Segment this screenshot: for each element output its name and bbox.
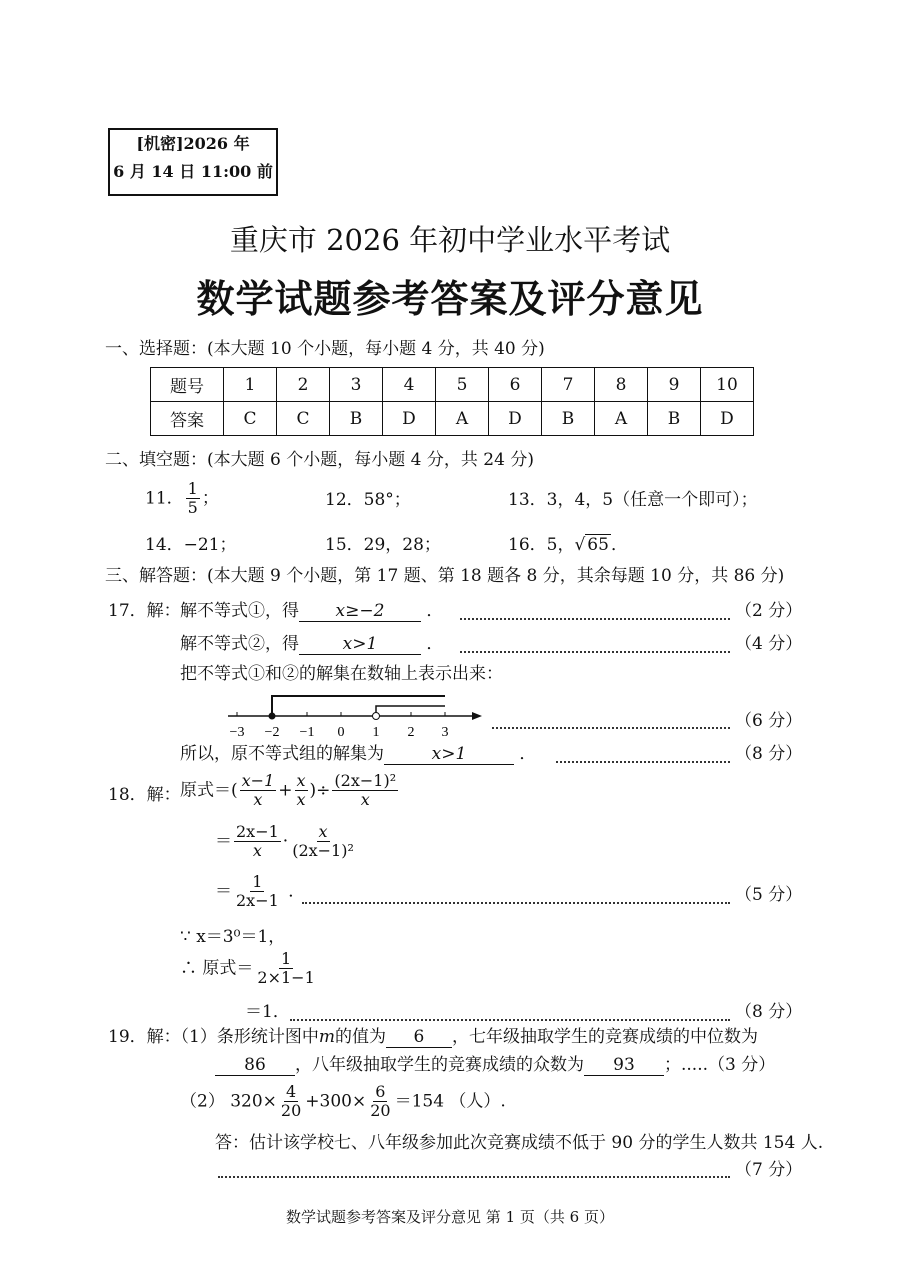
q17-blank3: x>1 [384, 744, 514, 765]
question-number: 4 [383, 368, 436, 402]
fraction [279, 1083, 303, 1121]
question-number: 8 [595, 368, 648, 402]
denominator: 2x−1 [236, 891, 279, 911]
answer-q12: 12．58°； [325, 490, 411, 510]
fraction [295, 772, 308, 810]
axis-tick-label: −2 [264, 725, 280, 740]
q18-step1: 原式＝( $\frac{x-1}{x}$ + $\frac{x}{x}$ )÷ $\frac{\text{(2x−1)²}}{x}$ [180, 771, 397, 810]
q18-points8: （8 分） [735, 1002, 803, 1022]
numerator: x [296, 771, 306, 790]
number-line-diagram [220, 688, 490, 740]
axis-tick-label: −1 [299, 725, 315, 740]
question-number: 10 [701, 368, 754, 402]
document-subtitle: 数学试题参考答案及评分意见 [196, 276, 704, 321]
numerator: (2x−1)² [334, 771, 397, 790]
answer-q15: 15．29，28； [325, 535, 441, 555]
q19-text: ＝154 （人）. [394, 1091, 506, 1112]
q17-points2: （4 分） [735, 634, 803, 654]
answer-cell: C [224, 402, 277, 436]
dot-leader [218, 1176, 730, 1178]
q17-line5: 所以，原不等式组的解集为 x>1 ． [180, 744, 537, 764]
q19-part1-line2 [215, 1055, 775, 1076]
numerator: 6 [375, 1082, 386, 1101]
q16-text: 16．5， [508, 535, 575, 555]
q18-step3: ＝ $\frac{1}{2x-1}$ ． [215, 872, 306, 911]
question-number: 5 [436, 368, 489, 402]
answer-cell: A [595, 402, 648, 436]
section3-heading: 三、解答题：(本大题 9 个小题，第 17 题、第 18 题各 8 分，其余每题 10 分，共 86 分) [105, 566, 785, 586]
q17-points1: （2 分） [735, 601, 803, 621]
q16-tail: ． [610, 535, 628, 555]
numerator: x [318, 822, 328, 841]
q19-part2 [180, 1083, 506, 1121]
answer-q13: 13．3，4，5（任意一个即可）； [508, 490, 758, 510]
dot-leader [302, 902, 730, 904]
dot-leader [460, 618, 730, 620]
q11-number: 11． [145, 488, 184, 509]
fraction [332, 772, 398, 810]
axis-tick-label: 3 [441, 725, 449, 740]
q19-text: ，八年级抽取学生的竞赛成绩的众数为 [295, 1055, 584, 1075]
q17-line2-text: 解不等式②，得 [180, 634, 299, 654]
answer-q16: 16．5，√ 65 ． [508, 535, 628, 555]
dot-leader [460, 651, 730, 653]
closed-point [269, 713, 276, 720]
fraction [234, 873, 281, 911]
denominator: x [253, 790, 263, 810]
confidential-line1: [机密]2026 年 [136, 134, 250, 153]
question-number: 3 [330, 368, 383, 402]
answer-cell: C [277, 402, 330, 436]
question-number: 1 [224, 368, 277, 402]
q19-blank-m: 6 [386, 1027, 452, 1048]
section2-heading: 二、填空题：(本大题 6 个小题，每小题 4 分，共 24 分) [105, 450, 534, 470]
q17-blank2: x>1 [299, 634, 421, 655]
confidential-line2: 6 月 14 日 11:00 前 [113, 162, 273, 181]
answer-q14: 14．−21； [145, 535, 237, 555]
q18-because: ∵ x＝3⁰＝1， [180, 927, 286, 947]
dot-leader [492, 727, 730, 729]
fraction [368, 1083, 392, 1121]
confidential-box [108, 128, 278, 196]
q19-answer: 答：估计该学校七、八年级参加此次竞赛成绩不低于 90 分的学生人数共 154 人. [215, 1133, 824, 1153]
q17-line1: 解不等式①，得 x≥−2 ． [180, 601, 444, 621]
q19-text: ，七年级抽取学生的竞赛成绩的中位数为 [451, 1027, 758, 1047]
answer-cell: D [489, 402, 542, 436]
fraction [240, 772, 277, 810]
answer-cell: B [648, 402, 701, 436]
numerator: x−1 [241, 771, 275, 790]
open-point [373, 713, 380, 720]
answer-cell: D [701, 402, 754, 436]
q17-line3: 把不等式①和②的解集在数轴上表示出来： [180, 664, 503, 684]
q19-variable-m: m [318, 1027, 335, 1047]
q19-text: 的值为 [334, 1027, 386, 1047]
q19-points7: （7 分） [735, 1160, 803, 1180]
q18-result: ＝1． [245, 1002, 290, 1022]
answer-cell: B [330, 402, 383, 436]
denominator: (2x−1)² [292, 841, 354, 861]
q19-blank-median: 86 [215, 1055, 295, 1076]
dot-leader [556, 761, 730, 763]
axis-tick-label: 1 [372, 725, 380, 740]
numerator: 1 [252, 872, 263, 891]
answer-table [150, 367, 754, 436]
question-number-row [151, 368, 754, 402]
denominator: 20 [280, 1101, 302, 1121]
denominator: 20 [370, 1101, 391, 1121]
question-number: 9 [648, 368, 701, 402]
answer-row [151, 402, 754, 436]
numerator: 1 [280, 949, 292, 968]
q17-blank1: x≥−2 [299, 601, 421, 622]
q18-label: 18．解： [108, 785, 181, 805]
denominator: x [252, 841, 262, 861]
q19-text: ；.....（3 分） [664, 1055, 776, 1075]
answer-cell: A [436, 402, 489, 436]
q16-radical: 65 [587, 535, 609, 555]
q19-label: 19．解： [108, 1027, 181, 1047]
numerator: 1 [187, 479, 198, 498]
axis-tick-label: 2 [407, 725, 415, 740]
q19-text: （1）条形统计图中 [172, 1027, 319, 1047]
q11-fraction [186, 480, 200, 518]
numerator: 2x−1 [236, 822, 279, 841]
row-label-answer: 答案 [151, 402, 224, 436]
dot-leader [290, 1019, 730, 1021]
question-number: 7 [542, 368, 595, 402]
q17-label: 17．解： [108, 601, 181, 621]
answer-cell: D [383, 402, 436, 436]
fraction [290, 823, 356, 861]
q18-original-label: 原式＝ [180, 780, 231, 801]
question-number: 6 [489, 368, 542, 402]
numerator: 4 [286, 1082, 297, 1101]
row-label-question: 题号 [151, 368, 224, 402]
denominator: 5 [187, 498, 198, 518]
q17-line2: 解不等式②，得 x>1 ． [180, 634, 444, 654]
q19-blank-mode: 93 [584, 1055, 664, 1076]
q17-points3: （6 分） [735, 711, 803, 731]
q17-line1-text: 解不等式①，得 [180, 601, 299, 621]
exam-title: 重庆市 2026 年初中学业水平考试 [229, 223, 671, 257]
answer-cell: B [542, 402, 595, 436]
q18-therefore [180, 950, 319, 988]
question-number: 2 [277, 368, 330, 402]
q17-line5-text: 所以，原不等式组的解集为 [180, 744, 384, 764]
q18-step2: ＝ $\frac{2x-1}{x}$ · $\frac{x}{\text{(2x−1)²}}$ [215, 822, 354, 861]
denominator: 2×1−1 [257, 968, 315, 988]
axis-tick-label: −3 [229, 725, 245, 740]
fraction [234, 823, 281, 861]
q18-therefore-text: ∴ 原式＝ [180, 958, 254, 979]
answer-q11 [145, 480, 219, 518]
q18-points5: （5 分） [735, 885, 803, 905]
denominator: x [296, 790, 306, 810]
q17-points4: （8 分） [735, 744, 803, 764]
q11-tail: ； [201, 488, 219, 509]
q19-text: +300× [305, 1091, 367, 1112]
page-footer: 数学试题参考答案及评分意见 第 1 页（共 6 页） [286, 1208, 614, 1226]
q19-text: （2） 320× [180, 1091, 277, 1112]
q19-part1-line1 [172, 1027, 758, 1048]
fraction [255, 950, 316, 988]
denominator: x [360, 790, 370, 810]
section1-heading: 一、选择题：(本大题 10 个小题，每小题 4 分，共 40 分) [105, 339, 545, 359]
axis-tick-label: 0 [337, 725, 345, 740]
